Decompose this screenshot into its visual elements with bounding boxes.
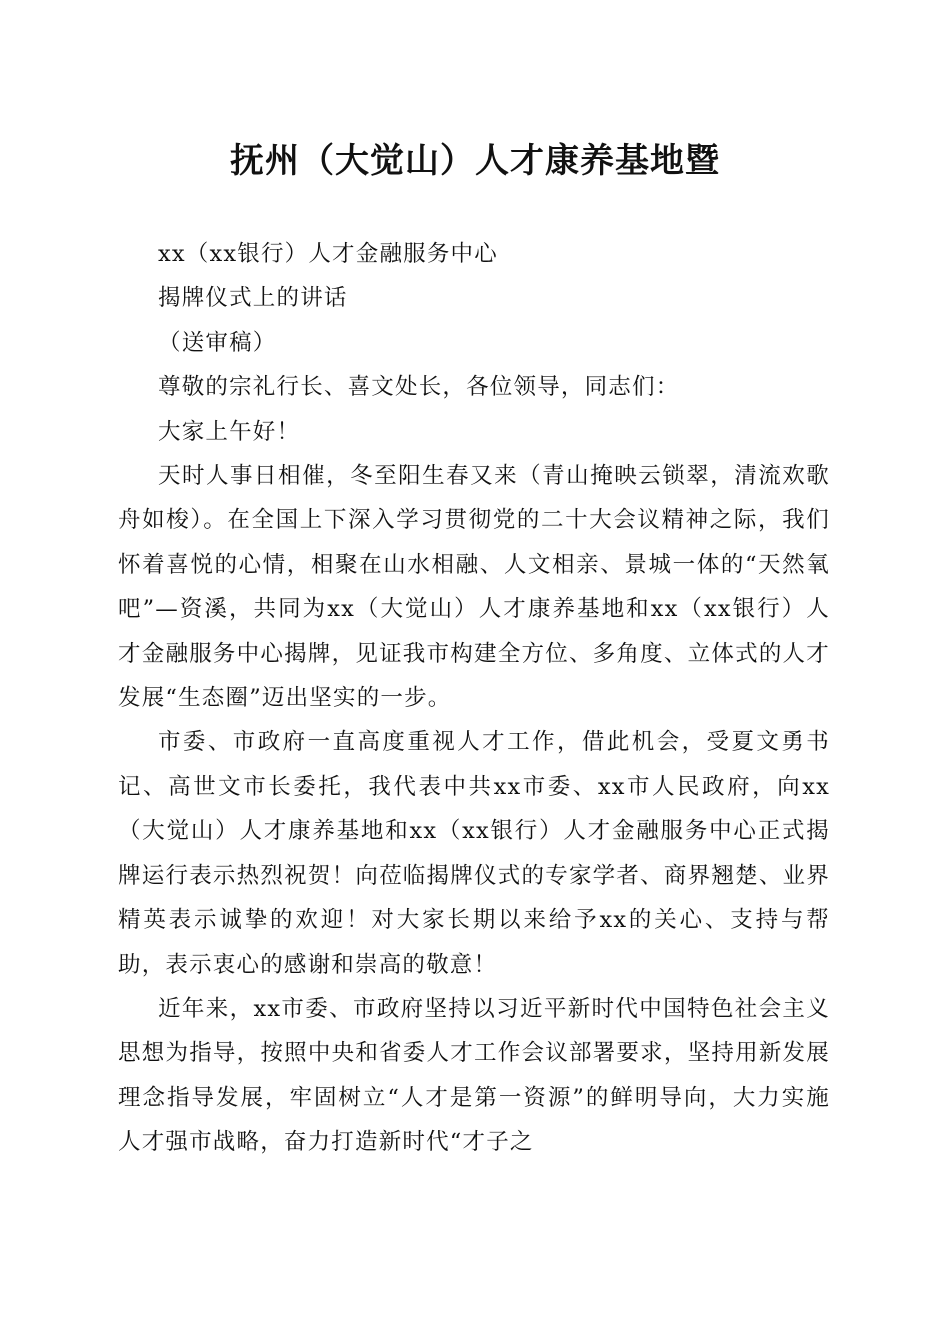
paragraph-1: 天时人事日相催，冬至阳生春又来（青山掩映云锁翠，清流欢歌舟如梭）。在全国上下深入学习贯彻党的二十大会议精神之际，我们怀着喜悦的心情，相聚在山水相融、人文相亲、景城一体的“天然氧吧”—资溪，共同为xx（大觉山）人才康养基地和xx（xx银行）人才金融服务中心揭牌，见证我市构建全方位、多角度、立体式的人才发展“生态圈”迈出坚实的一步。 [118, 463, 830, 712]
greeting: 大家上午好！ [158, 418, 301, 445]
document-title: 抚州（大觉山）人才康养基地暨 [230, 141, 720, 181]
subtitle-line-2: 揭牌仪式上的讲话 [158, 285, 348, 312]
paragraph-2: 市委、市政府一直高度重视人才工作，借此机会，受夏文勇书记、高世文市长委托，我代表中共xx市委、xx市人民政府，向xx（大觉山）人才康养基地和xx（xx银行）人才金融服务中心正式揭牌运行表示热烈祝贺！向莅临揭牌仪式的专家学者、商界翘楚、业界精英表示诚挚的欢迎！对大家长期以来给予xx的关心、支持与帮助，表示衷心的感谢和崇高的敬意！ [118, 729, 830, 978]
paragraph-3: 近年来，xx市委、市政府坚持以习近平新时代中国特色社会主义思想为指导，按照中央和省委人才工作会议部署要求，坚持用新发展理念指导发展，牢固树立“人才是第一资源”的鲜明导向，大力实施人才强市战略，奋力打造新时代“才子之 [118, 995, 830, 1156]
salutation: 尊敬的宗礼行长、喜文处长，各位领导，同志们： [158, 374, 680, 401]
subtitle-line-1: xx（xx银行）人才金融服务中心 [158, 241, 498, 267]
document-body [118, 232, 830, 1165]
draft-note: （送审稿） [158, 329, 277, 356]
